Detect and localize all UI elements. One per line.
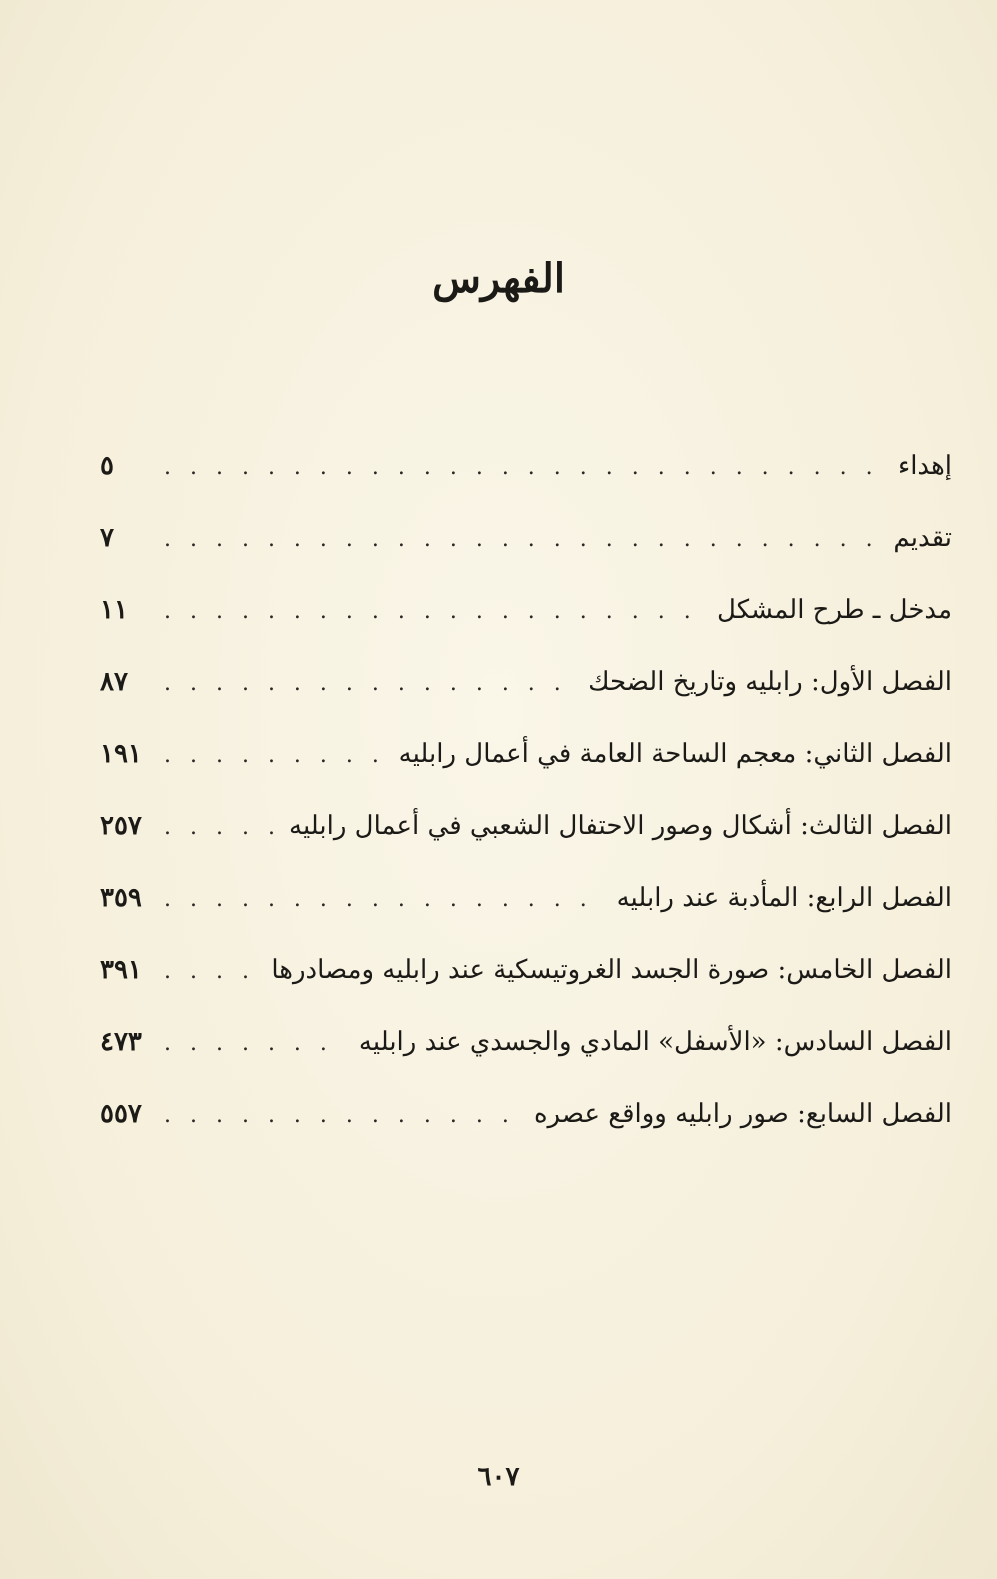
toc-entry-chapter-5 bbox=[100, 944, 952, 1016]
dot-leader bbox=[164, 514, 879, 566]
page-number: ٦٠٧ bbox=[477, 1462, 520, 1492]
toc-entry-page: ١٩١ bbox=[100, 739, 142, 769]
dot-leader bbox=[164, 1090, 520, 1142]
dot-leader bbox=[164, 1018, 345, 1070]
table-of-contents bbox=[100, 440, 952, 1160]
toc-entry-page: ٣٥٩ bbox=[100, 883, 142, 913]
toc-entry-title: الفصل الخامس: صورة الجسد الغروتيسكية عند رابليه ومصادرها bbox=[271, 955, 952, 985]
toc-entry-title: الفصل الثاني: معجم الساحة العامة في أعمال رابليه bbox=[398, 739, 952, 769]
toc-entry-title: الفصل السابع: صور رابليه وواقع عصره bbox=[533, 1099, 952, 1129]
page-title: الفهرس bbox=[432, 255, 565, 302]
toc-entry-chapter-1 bbox=[100, 656, 952, 728]
toc-entry-title: الفصل الرابع: المأدبة عند رابليه bbox=[616, 883, 952, 913]
toc-entry-page: ٥ bbox=[100, 451, 114, 481]
toc-entry-page: ٣٩١ bbox=[100, 955, 142, 985]
toc-entry-title: الفصل الأول: رابليه وتاريخ الضحك bbox=[588, 667, 952, 697]
toc-entry-page: ٨٧ bbox=[100, 667, 128, 697]
toc-entry-title: الفصل الثالث: أشكال وصور الاحتفال الشعبي في أعمال رابليه bbox=[289, 811, 952, 841]
dot-leader bbox=[164, 802, 275, 854]
dot-leader bbox=[164, 730, 385, 782]
dot-leader bbox=[164, 586, 703, 638]
toc-entry-chapter-2 bbox=[100, 728, 952, 800]
toc-entry-chapter-4 bbox=[100, 872, 952, 944]
toc-entry-title: إهداء bbox=[897, 451, 952, 481]
toc-entry-introduction bbox=[100, 584, 952, 656]
dot-leader bbox=[164, 658, 574, 710]
toc-entry-chapter-3 bbox=[100, 800, 952, 872]
toc-entry-chapter-6 bbox=[100, 1016, 952, 1088]
toc-entry-page: ١١ bbox=[100, 595, 128, 625]
dot-leader bbox=[164, 874, 603, 926]
toc-entry-page: ٧ bbox=[100, 523, 114, 553]
toc-entry-title: تقديم bbox=[893, 523, 952, 553]
toc-entry-title: مدخل ـ طرح المشكل bbox=[717, 595, 952, 625]
toc-entry-page: ٥٥٧ bbox=[100, 1099, 142, 1129]
toc-entry-dedication bbox=[100, 440, 952, 512]
toc-entry-chapter-7 bbox=[100, 1088, 952, 1160]
toc-entry-page: ٤٧٣ bbox=[100, 1027, 142, 1057]
dot-leader bbox=[164, 946, 257, 998]
toc-entry-page: ٢٥٧ bbox=[100, 811, 142, 841]
toc-entry-preface bbox=[100, 512, 952, 584]
dot-leader bbox=[164, 442, 884, 494]
toc-entry-title: الفصل السادس: «الأسفل» المادي والجسدي عند رابليه bbox=[358, 1027, 952, 1057]
